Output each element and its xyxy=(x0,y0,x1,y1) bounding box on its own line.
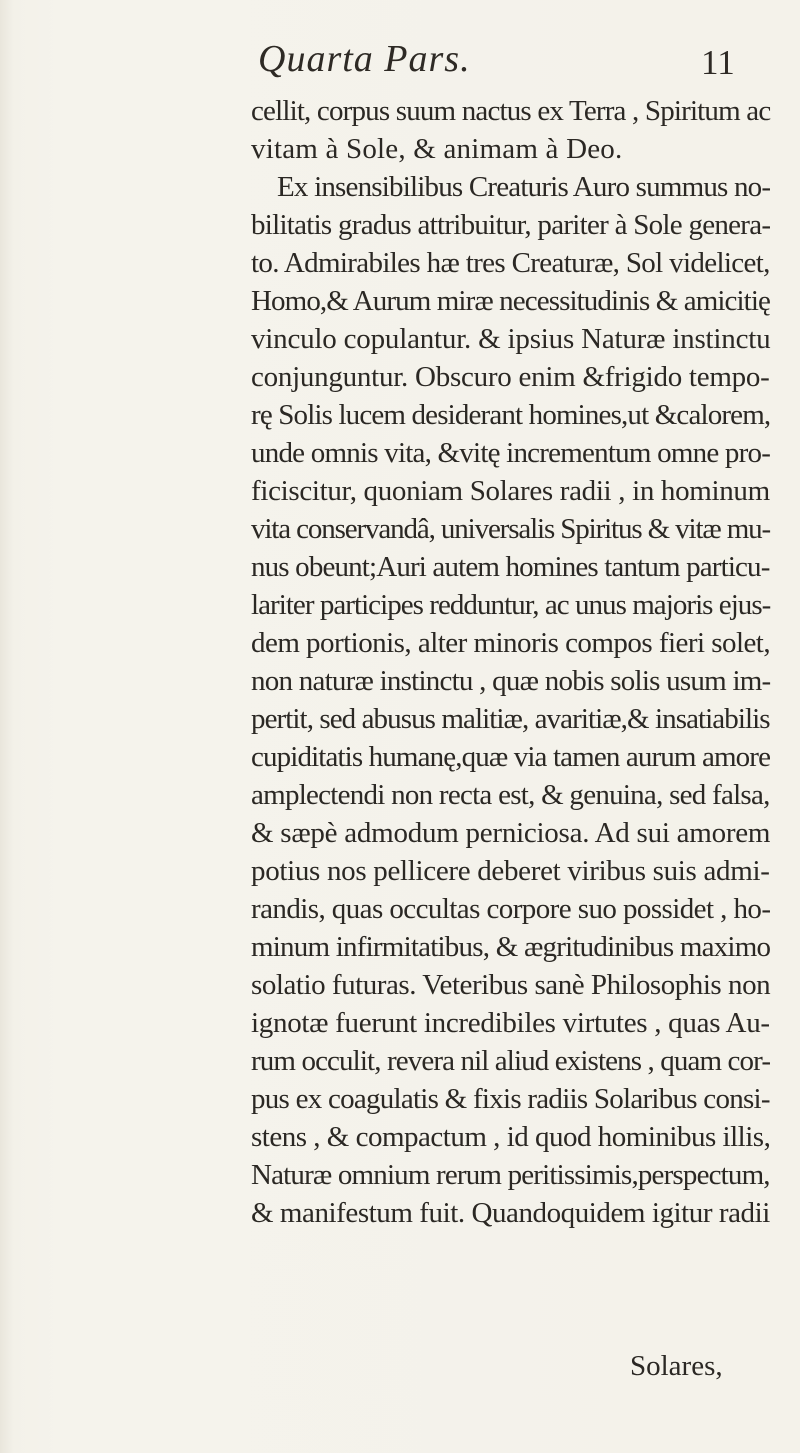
text-line: vitam à Sole, & animam à Deo. xyxy=(251,133,623,165)
text-line: ignotæ fuerunt incredibiles virtutes , quas Au- xyxy=(251,1007,770,1039)
text-line: & manifestum fuit. Quandoquidem igitur radii xyxy=(251,1197,770,1229)
text-line: conjunguntur. Obscuro enim &frigido tempo- xyxy=(251,361,770,393)
text-line: rum occulit, revera nil aliud existens , quam cor- xyxy=(251,1045,771,1077)
page-header xyxy=(0,34,800,84)
text-line: lariter participes redduntur, ac unus majoris ejus- xyxy=(251,589,771,621)
text-line: & sæpè admodum perniciosa. Ad sui amorem xyxy=(251,817,771,849)
text-line: solatio futuras. Veteribus sanè Philosophis non xyxy=(251,969,771,1001)
text-line: vinculo copulantur. & ipsius Naturæ instinctu xyxy=(251,323,771,355)
text-line: non naturæ instinctu , quæ nobis solis usum im- xyxy=(251,665,771,697)
text-line: unde omnis vita, &vitę incrementum omne pro- xyxy=(251,437,771,469)
text-line: Homo,& Aurum miræ necessitudinis & amicitię xyxy=(251,285,770,317)
page-number: 11 xyxy=(701,43,735,82)
text-line: stens , & compactum , id quod hominibus illis, xyxy=(251,1121,771,1153)
text-line: Ex insensibilibus Creaturis Auro summus no- xyxy=(277,171,771,203)
text-line: vita conservandâ, universalis Spiritus & vitæ mu- xyxy=(251,513,771,545)
text-line: potius nos pellicere deberet viribus suis admi- xyxy=(251,855,770,887)
text-line: cupiditatis humanę,quæ via tamen aurum amore xyxy=(251,741,771,773)
text-line: minum infirmitatibus, & ægritudinibus maximo xyxy=(251,931,771,963)
text-line: to. Admirabiles hæ tres Creaturæ, Sol videlicet, xyxy=(251,247,770,279)
running-head: Quarta Pars. xyxy=(258,38,471,80)
text-line: pus ex coagulatis & fixis radiis Solaribus consi- xyxy=(251,1083,770,1115)
text-line: ficiscitur, quoniam Solares radii , in hominum xyxy=(251,475,770,507)
text-line: Naturæ omnium rerum peritissimis,perspectum, xyxy=(251,1159,770,1191)
text-line: randis, quas occultas corpore suo possidet , ho- xyxy=(251,893,771,925)
text-line: nus obeunt;Auri autem homines tantum particu- xyxy=(251,551,770,583)
text-line: rę Solis lucem desiderant homines,ut &calorem, xyxy=(251,399,771,431)
text-line: cellit, corpus suum nactus ex Terra , Spiritum ac xyxy=(251,95,771,127)
catchword: Solares, xyxy=(630,1350,723,1382)
text-line: dem portionis, alter minoris compos fieri solet, xyxy=(251,627,771,659)
text-line: pertit, sed abusus malitiæ, avaritiæ,& insatiabilis xyxy=(251,703,770,735)
text-line: bilitatis gradus attribuitur, pariter à Sole genera- xyxy=(251,209,771,241)
text-line: amplectendi non recta est, & genuina, sed falsa, xyxy=(251,779,770,811)
